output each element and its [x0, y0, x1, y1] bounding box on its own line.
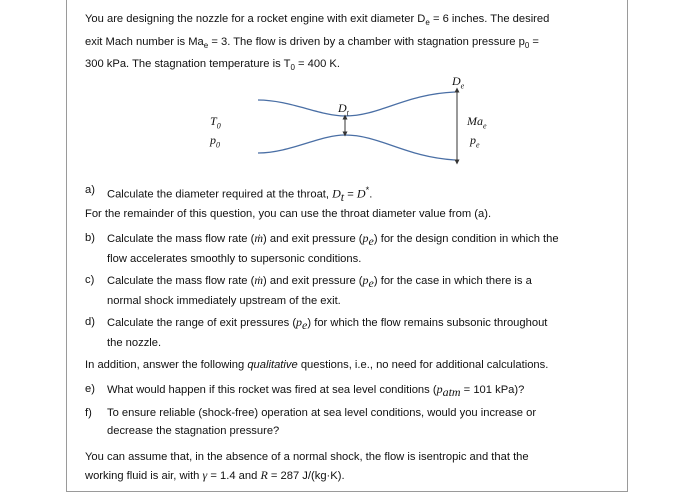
stagnation-temperature-label: $T_0$	[210, 114, 221, 131]
question-text: Calculate the mass flow rate (ṁ) and exit pressure $(p_e)$ for the design condition in which the flow accelerates smoothly to supersonic conditions.	[107, 231, 559, 265]
intro-line-3: 300 kPa. The stagnation temperature is $T_0 = 400$ K.	[85, 58, 340, 73]
nozzle-upper-wall	[258, 92, 455, 116]
question-text: Calculate the diameter required at the throat, $D_t = D^*$.	[107, 185, 373, 204]
intro-line-2: exit Mach number is $Ma_e = 3$. The flow is driven by a chamber with stagnation pressure $p_0$ =	[85, 35, 539, 50]
question-text: Calculate the range of exit pressures $(p_e)$ for which the flow remains subsonic throughout the nozzle.	[107, 315, 548, 349]
exit-mach-label: $Ma_e$	[467, 114, 487, 131]
qualitative-note: In addition, answer the following qualitative questions, i.e., no need for additional calculations.	[85, 359, 549, 371]
stagnation-pressure-label: $p_0$	[210, 133, 220, 150]
nozzle-diagram	[180, 70, 520, 180]
question-letter: d)	[85, 316, 95, 328]
exit-diameter-label: $D_e$	[452, 74, 465, 91]
question-text: Calculate the mass flow rate (ṁ) and exit pressure $(p_e)$ for the case in which there is a normal shock immediately upstream of the exit.	[107, 273, 532, 307]
question-letter: c)	[85, 274, 95, 286]
intro-line-1: You are designing the nozzle for a rocket engine with exit diameter $D_e = 6$ inches. The desired	[85, 13, 550, 28]
nozzle-lower-wall	[258, 135, 455, 160]
question-text: To ensure reliable (shock-free) operation at sea level conditions, would you increase or decrease the stagnation pressure?	[107, 407, 537, 437]
question-letter: b)	[85, 232, 95, 244]
assumption-note: You can assume that, in the absence of a normal shock, the flow is isentropic and that the working fluid is air, with γ = 1.4 and R = 287 J/(kg·K).	[85, 451, 529, 482]
question-letter: f)	[85, 407, 92, 419]
question-letter: e)	[85, 383, 95, 395]
problem-intro	[85, 10, 615, 78]
question-text: What would happen if this rocket was fired at sea level conditions ($p_{atm} = 101$ kPa)?	[107, 382, 525, 400]
exit-pressure-label: $p_e$	[470, 133, 480, 150]
remainder-note: For the remainder of this question, you can use the throat diameter value from (a).	[85, 208, 492, 220]
throat-diameter-label: $D_t$	[338, 101, 349, 118]
question-letter: a)	[85, 184, 95, 196]
